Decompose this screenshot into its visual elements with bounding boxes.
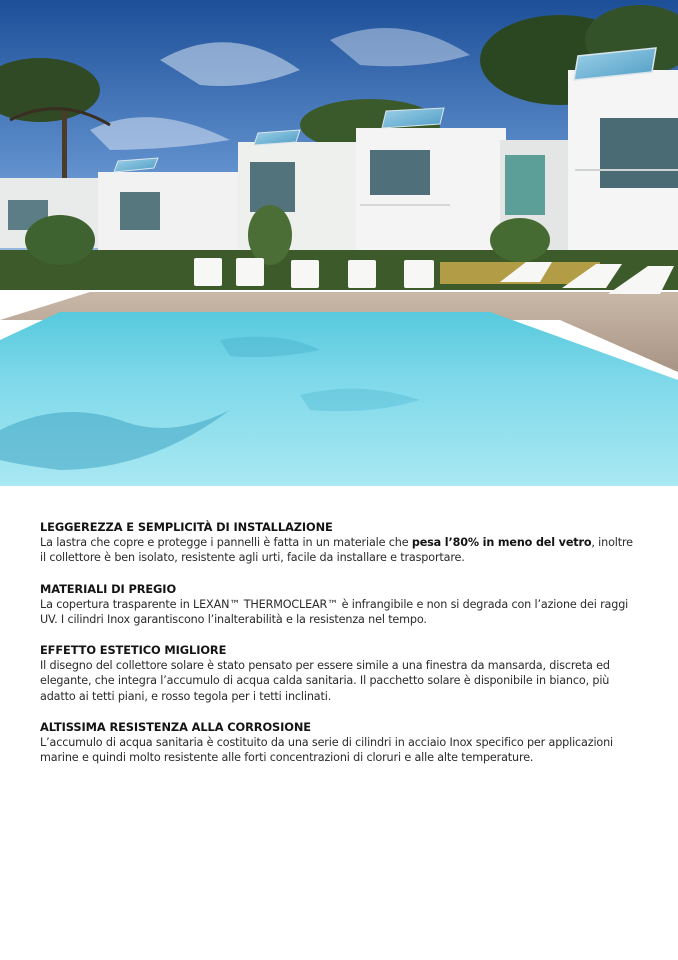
feature-corrosion bbox=[40, 720, 640, 766]
feature-materials bbox=[40, 582, 640, 628]
feature-description: L’accumulo di acqua sanitaria è costituito da una serie di cilindri in acciaio Inox specifico per applicazioni marine e quindi molto resistente alle forti concentrazioni di cloruri e alle alte temperature. bbox=[40, 736, 614, 765]
feature-description: La lastra che copre e protegge i pannelli è fatta in un materiale che pesa l’80% in meno del vetro, inoltre il collettore è ben isolato, resistente agli urti, facile da installare e trasportare. bbox=[40, 536, 633, 565]
feature-title: MATERIALI DI PREGIO bbox=[40, 581, 177, 596]
feature-description: Il disegno del collettore solare è stato pensato per essere simile a una finestra da mansarda, discreta ed elegante, che integra l’accumulo di acqua calda sanitaria. Il pacchetto solare è disponibile in bianco, più adatto ai tetti piani, e rosso tegola per i tetti inclinati. bbox=[40, 659, 610, 703]
feature-lightweight bbox=[40, 520, 640, 566]
feature-title: LEGGEREZZA E SEMPLICITÀ DI INSTALLAZIONE bbox=[40, 520, 333, 534]
feature-aesthetic bbox=[40, 643, 640, 704]
feature-title: EFFETTO ESTETICO MIGLIORE bbox=[40, 643, 227, 658]
highlight-text: pesa l’80% in meno del vetro bbox=[411, 536, 592, 549]
feature-list bbox=[40, 520, 640, 782]
feature-title: ALTISSIMA RESISTENZA ALLA CORROSIONE bbox=[40, 720, 311, 735]
feature-description: La copertura trasparente in LEXAN™ THERMOCLEAR™ è infrangibile e non si degrada con l’azione dei raggi UV. I cilindri Inox garantiscono l’inalterabilità e la resistenza nel tempo. bbox=[40, 597, 629, 626]
